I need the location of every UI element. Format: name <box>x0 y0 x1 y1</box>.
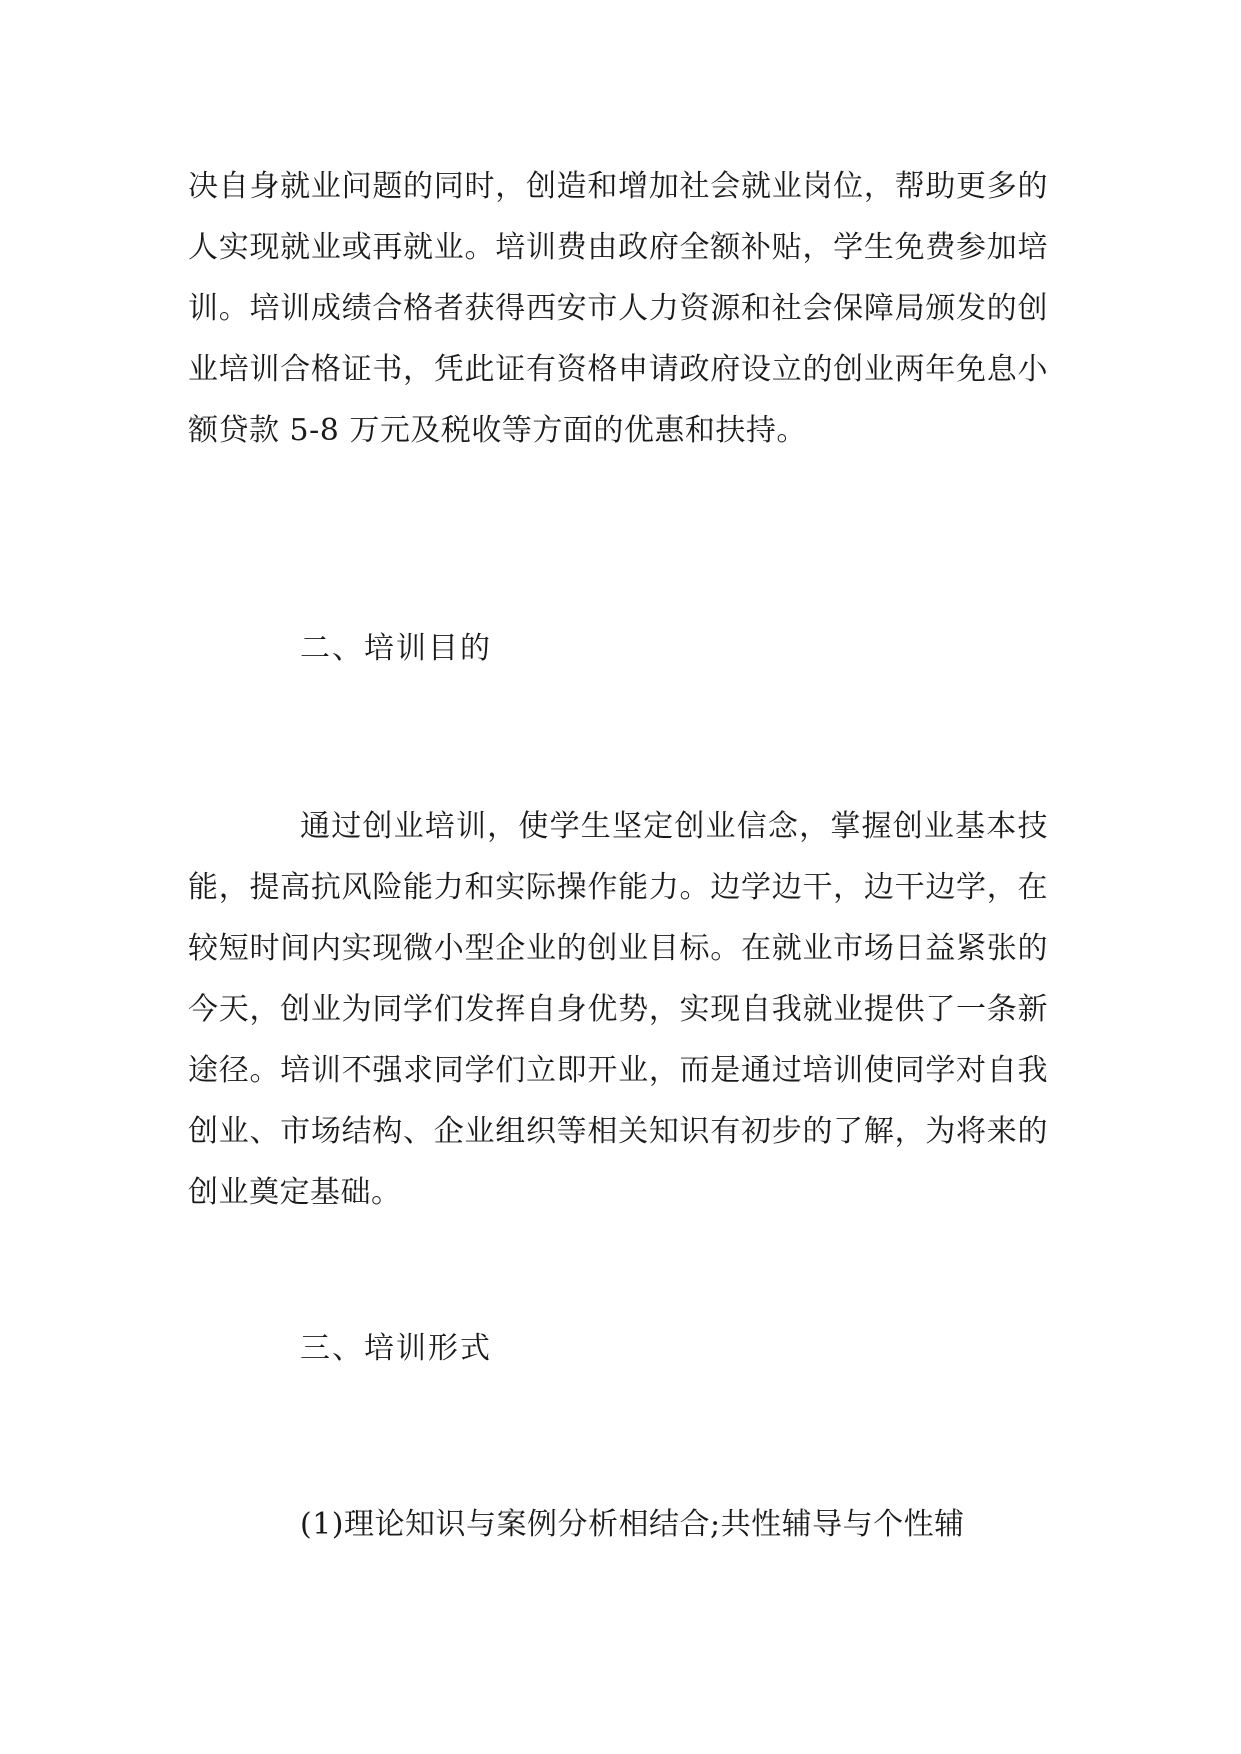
paragraph-training-format: (1)理论知识与案例分析相结合;共性辅导与个性辅 <box>300 1507 965 1542</box>
section-heading-training-purpose: 二、培训目的 <box>300 631 492 666</box>
paragraph-continuation: 决自身就业问题的同时，创造和增加社会就业岗位，帮助更多的人实现就业或再就业。培训费由政府全额补贴，学生免费参加培训。培训成绩合格者获得西安市人力资源和社会保障局颁发的创业培训合格证书，凭此证有资格申请政府设立的创业两年免息小额贷款 5-8 万元及税收等方面的优惠和扶持。 <box>188 169 1048 448</box>
paragraph-training-purpose: 通过创业培训，使学生坚定创业信念，掌握创业基本技能，提高抗风险能力和实际操作能力。边学边干，边干边学，在较短时间内实现微小型企业的创业目标。在就业市场日益紧张的今天，创业为同学们发挥自身优势，实现自我就业提供了一条新途径。培训不强求同学们立即开业，而是通过培训使同学对自我创业、市场结构、企业组织等相关知识有初步的了解，为将来的创业奠定基础。 <box>188 809 1048 1210</box>
section-heading-training-format: 三、培训形式 <box>300 1331 492 1366</box>
